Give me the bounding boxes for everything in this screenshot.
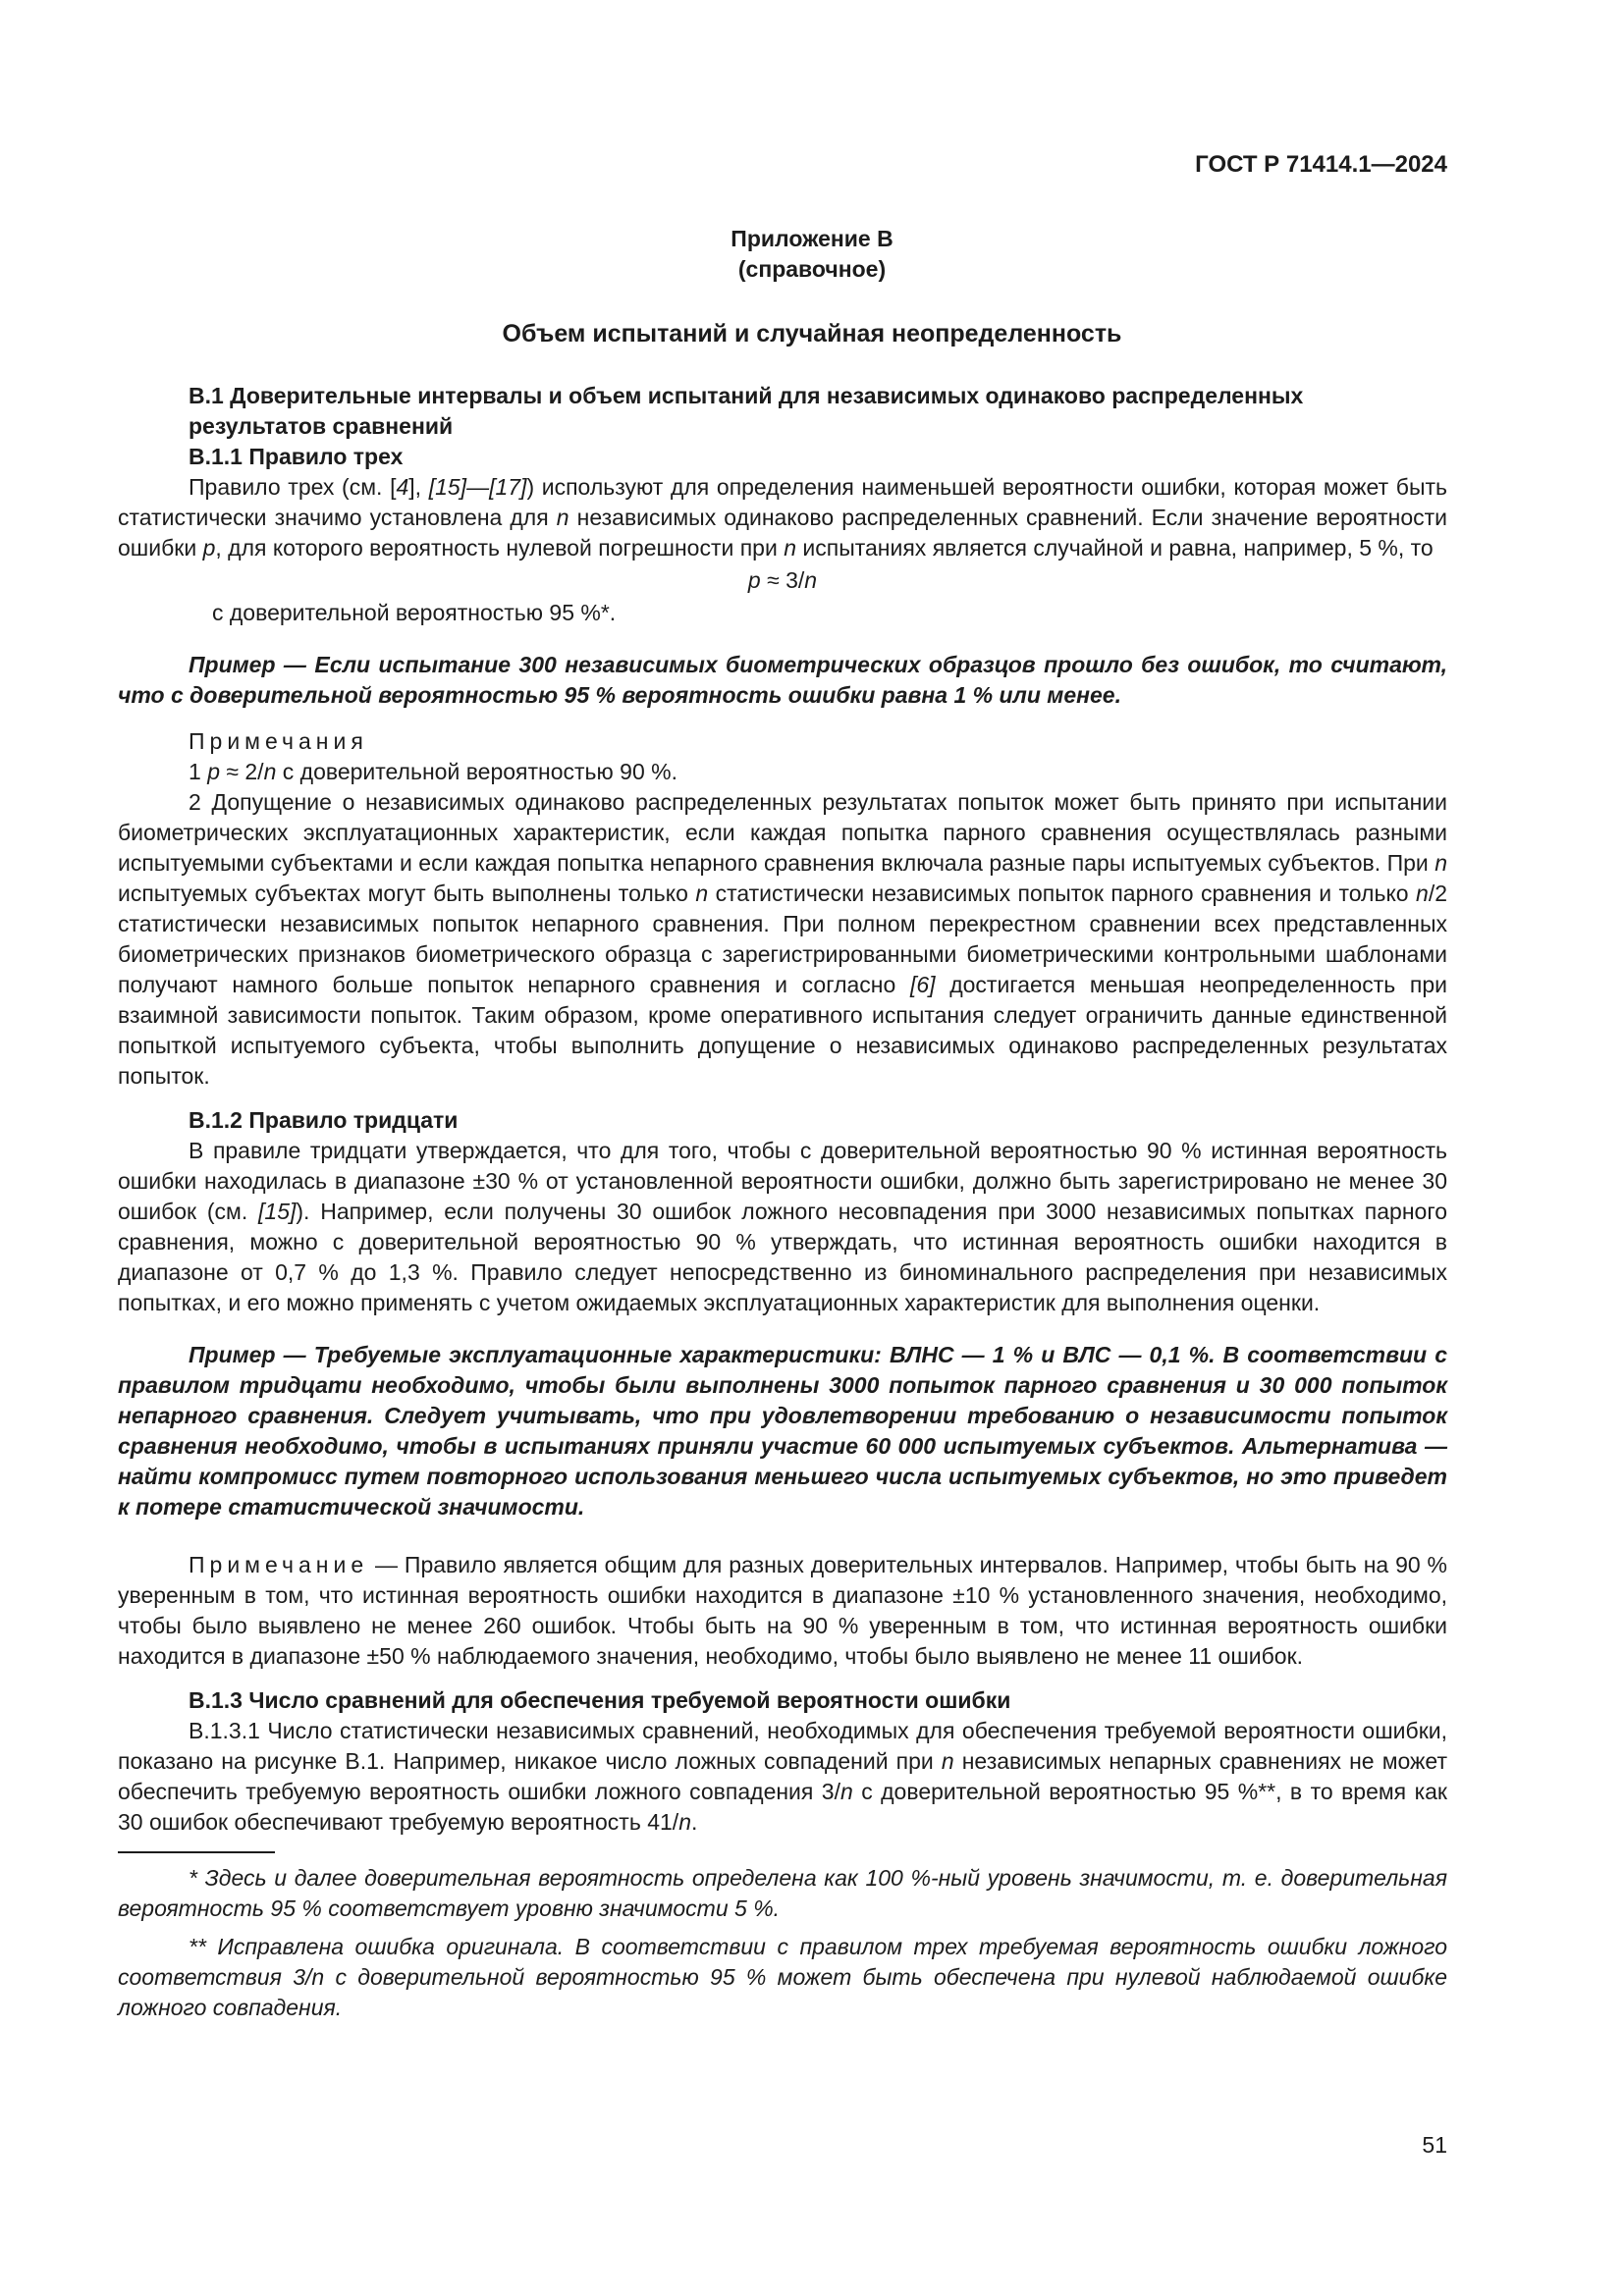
section-b11-heading: В.1.1 Правило трех	[189, 444, 404, 469]
example-rule-of-thirty: Пример — Требуемые эксплуатационные характеристики: ВЛНС — 1 % и ВЛС — 0,1 %. В соответствии с правилом тридцати необходимо, чтобы были выполнены 3000 попыток парного сравнения и 30 000 попыток непарного сравнения. Следует учитывать, что при удовлетворении требованию о независимости попыток сравнения необходимо, чтобы в испытаниях приняли участие 60 000 испытуемых субъектов. Альтернатива — найти компромисс путем повторного использования меньшего числа испытуемых субъектов, но это приведет к потере статистической значимости.	[118, 1342, 1447, 1520]
section-b13-heading: В.1.3 Число сравнений для обеспечения требуемой вероятности ошибки	[189, 1687, 1011, 1713]
b13-paragraph: В.1.3.1 Число статистически независимых сравнений, необходимых для обеспечения требуемой вероятности ошибки, показано на рисунке В.1. Например, никакое число ложных совпадений при n независимых непарных сравнениях не может обеспечить требуемую вероятность ошибки ложного совпадения 3/n с доверительной вероятностью 95 %**, в то время как 30 ошибок обеспечивают требуемую вероятность 41/n.	[118, 1718, 1447, 1835]
section-b1-heading: В.1 Доверительные интервалы и объем испытаний для независимых одинаково распределенных результатов сравнений	[189, 383, 1304, 439]
footnote-1: * Здесь и далее доверительная вероятность определена как 100 %-ный уровень значимости, т. е. доверительная вероятность 95 % соответствует уровню значимости 5 %.	[118, 1865, 1447, 1921]
formula-rule-of-three: p ≈ 3/n	[747, 567, 818, 593]
note-2: 2 Допущение о независимых одинаково распределенных результатах попыток может быть принято при испытании биометрических эксплуатационных характеристик, если каждая попытка парного сравнения осуществлялась разными испытуемыми субъектами и если каждая попытка непарного сравнения включала разные пары испытуемых субъектов. При n испытуемых субъектах могут быть выполнены только n статистически независимых попыток парного сравнения и только n/2 статистически независимых попыток непарного сравнения. При полном перекрестном сравнении всех представленных биометрических признаков биометрического образца с зарегистрированными биометрическими контрольными шаблонами получают намного больше попыток непарного сравнения и согласно [6] достигается меньшая неопределенность при взаимной зависимости попыток. Таким образом, кроме оперативного испытания следует ограничить данные единственной попыткой испытуемого субъекта, чтобы выполнить допущение о независимых одинаково распределенных результатах попыток.	[118, 789, 1448, 1089]
annex-header	[0, 224, 1624, 285]
b11-paragraph: Правило трех (см. [4], [15]—[17]) используют для определения наименьшей вероятности ошибки, которая может быть статистически значимо установлена для n независимых одинаково распределенных сравнений. Если значение вероятности ошибки p, для которого вероятность нулевой погрешности при n испытаниях является случайной и равна, например, 5 %, то	[118, 474, 1447, 561]
main-content	[118, 381, 1447, 2031]
note-1: 1 p ≈ 2/n с доверительной вероятностью 90 %.	[189, 759, 677, 784]
annex-status: (справочное)	[737, 256, 887, 282]
page-number: 51	[1422, 2132, 1447, 2158]
b12-paragraph: В правиле тридцати утверждается, что для того, чтобы с доверительной вероятностью 90 % истинная вероятность ошибки находилась в диапазоне ±30 % от установленной вероятности ошибки, должно быть зарегистрировано не менее 30 ошибок (см. [15]). Например, если получены 30 ошибок ложного несовпадения при 3000 независимых попытках парного сравнения, можно с доверительной вероятностью 90 % утверждать, что истинная вероятность ошибки находится в диапазоне от 0,7 % до 1,3 %. Правило следует непосредственно из биноминального распределения при независимых попытках, и его можно применять с учетом ожидаемых эксплуатационных характеристик для выполнения оценки.	[118, 1138, 1447, 1315]
formula-confidence-text: с доверительной вероятностью 95 %*.	[212, 600, 617, 625]
example-rule-of-three: Пример — Если испытание 300 независимых биометрических образцов прошло без ошибок, то считают, что с доверительной вероятностью 95 % вероятность ошибки равна 1 % или менее.	[118, 652, 1447, 708]
standard-number: ГОСТ Р 71414.1—2024	[1195, 151, 1447, 178]
annex-title: Объем испытаний и случайная неопределенность	[502, 320, 1122, 347]
annex-label: Приложение В	[731, 226, 893, 251]
section-b12-heading: В.1.2 Правило тридцати	[189, 1107, 459, 1133]
notes-label: Примечания	[189, 728, 368, 754]
footnote-divider	[118, 1851, 275, 1853]
footnote-2: ** Исправлена ошибка оригинала. В соответствии с правилом трех требуемая вероятность ошибки ложного соответствия 3/n с доверительной вероятностью 95 % может быть обеспечена при нулевой наблюдаемой ошибке ложного совпадения.	[118, 1934, 1447, 2020]
b12-note: Примечание — Правило является общим для разных доверительных интервалов. Например, чтобы быть на 90 % уверенным в том, что истинная вероятность ошибки находится в диапазоне ±10 % установленного значения, необходимо, чтобы было выявлено не менее 260 ошибок. Чтобы быть на 90 % уверенным в том, что истинная вероятность ошибки находится в диапазоне ±50 % наблюдаемого значения, необходимо, чтобы было выявлено не менее 11 ошибок.	[118, 1552, 1447, 1669]
